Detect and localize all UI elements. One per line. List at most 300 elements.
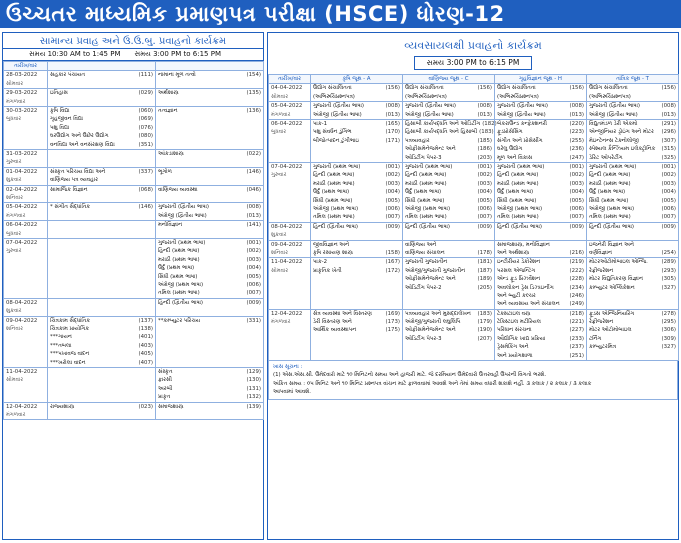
subject-name: અંગ્રેજી (પ્રથમ ભાષા)	[589, 205, 635, 212]
subject-code: (403)	[138, 342, 153, 349]
subject-name: * સંગીત સૈદ્ધાંતિક	[50, 204, 91, 211]
exam-day: સોમવાર	[6, 377, 23, 384]
date-header: તારીખ/વાર	[4, 62, 48, 71]
exam-date: 12-04-2022	[6, 403, 38, 410]
subject-line	[497, 284, 584, 292]
general-stream-panel	[2, 32, 264, 540]
subject-name: તમિલ (પ્રથમ ભાષા)	[497, 214, 539, 221]
date-cell	[269, 222, 311, 240]
subject-code: (309)	[661, 335, 676, 342]
subject-line	[589, 275, 676, 283]
subject-name: ગુજરાતી (પ્રથમ ભાષા)	[313, 163, 361, 170]
subject-code: (001)	[385, 163, 400, 170]
subject-name: ગુજરાતી (પ્રથમ ભાષા)	[158, 240, 206, 247]
subject-name: આર્થિક વ્યવસ્થાપન	[313, 327, 357, 334]
subject-name: સામાજિક વિજ્ઞાન	[50, 186, 88, 193]
subject-line	[158, 71, 261, 79]
exam-date: 01-04-2022	[6, 168, 38, 175]
subject-code: (009)	[569, 223, 584, 230]
subject-name: અંગ્રેજી (દ્વિતીય ભાષા)	[158, 212, 207, 219]
group-cell	[403, 120, 495, 163]
subject-line	[158, 264, 261, 272]
subject-line	[158, 212, 261, 220]
subject-line	[405, 102, 492, 110]
subject-name: મેઇન્ટેનન્સ ટેક્નોલોજી	[589, 137, 639, 144]
group-cell	[495, 162, 587, 222]
exam-day: મંગળવાર	[6, 98, 26, 105]
subject-line	[405, 205, 492, 213]
subject-code: (007)	[385, 214, 400, 221]
exam-day: શનિવાર	[6, 326, 23, 332]
subject-code: (009)	[661, 223, 676, 230]
subject-line	[405, 163, 492, 171]
subject-code: (006)	[569, 205, 584, 212]
subject-line	[405, 310, 492, 318]
subject-code: (315)	[661, 146, 676, 153]
subject-code: (008)	[246, 204, 261, 211]
subject-code: (009)	[385, 223, 400, 230]
date-cell	[269, 258, 311, 309]
subject-code	[582, 93, 584, 101]
general-schedule-body	[4, 71, 264, 420]
subject-code: (190)	[477, 327, 492, 334]
subject-code	[674, 241, 676, 249]
subject-code: (175)	[385, 327, 400, 334]
group-cell	[587, 102, 679, 120]
subject-line	[405, 335, 492, 343]
schedule-row	[4, 367, 264, 402]
subject-code: (005)	[385, 197, 400, 204]
subject-name: ઉર્દુ (પ્રથમ ભાષા)	[497, 189, 534, 196]
subject-line	[497, 318, 584, 326]
exam-day: શનિવાર	[271, 249, 288, 256]
subject-code: (173)	[385, 319, 400, 326]
group-cell	[587, 84, 679, 102]
subject-name: ગુજરાતી (દ્વિતીય ભાષા)	[405, 103, 456, 110]
subject-line	[405, 241, 492, 249]
subject-line	[313, 102, 400, 110]
subject-name: ગુજરાતી (દ્વિતીય ભાષા)	[497, 103, 548, 110]
exam-date: 31-03-2022	[6, 150, 38, 157]
date-cell	[4, 221, 48, 239]
subject-line	[497, 310, 584, 318]
subject-code: (022)	[246, 150, 261, 157]
vocational-stream-title: વ્યવસાયલક્ષી પ્રવાહનો કાર્યક્રમ	[404, 39, 542, 52]
subject-code: (007)	[661, 214, 676, 221]
schedule-row	[4, 185, 264, 203]
morning-cell	[48, 239, 156, 299]
subject-code: (187)	[477, 267, 492, 274]
date-cell	[4, 89, 48, 107]
subject-name: અરબી	[158, 385, 173, 392]
subject-name: હિન્દી (દ્વિતીય ભાષા)	[497, 223, 543, 230]
subject-name: (અભિરુચિપ્રશ્નપત્ર)	[497, 93, 539, 100]
subject-line	[405, 180, 492, 188]
exam-day: મંગળવાર	[6, 411, 26, 418]
subject-code: (154)	[246, 72, 261, 79]
subject-line	[405, 267, 492, 275]
subject-code: (327)	[661, 344, 676, 351]
subject-name: કમ્પ્યુટરમિત્ર	[589, 344, 617, 351]
subject-code: (001)	[569, 163, 584, 170]
subject-line	[50, 350, 153, 358]
note-line: (1) એસ.એસ.સી. ઉમેદવારો માટે ૧૦ મિનિટનો સમય અને હાજરી માટે. જે દરમિયાન ઉમેદવારો ઉત્તરવહી ઉપરની વિગતો ભરશે.	[273, 372, 547, 379]
exam-date: 06-04-2022	[271, 121, 303, 128]
note-line: અંકિત સમય : ૦૫ મિનિટ અને ૧૦ મિનિટ પ્રશ્નપત્ર વાંચન માટે ફાળવવામાં આવશે અને તેમાં સમય વધારી શકાશે નહીં. ૩ કલાક / ૨ કલાક / ૩ કલાક	[273, 380, 592, 387]
schedule-row	[269, 309, 679, 360]
subject-code: (007)	[477, 214, 492, 221]
subject-code: (013)	[477, 111, 492, 118]
subject-name: ઔદ્યોગિક ખાદ્ય પ્રક્રિયા	[497, 335, 546, 342]
subject-code: (001)	[246, 240, 261, 247]
subject-code: (227)	[569, 327, 584, 334]
subject-line	[50, 325, 153, 333]
subject-name: કમ્પ્યુટર એપ્લિકેશન	[589, 284, 635, 291]
subject-code: (146)	[246, 168, 261, 175]
subject-name: રેફ્રીજરેશન	[589, 319, 614, 326]
subject-name: સિંધી (પ્રથમ ભાષા)	[158, 273, 198, 280]
subject-code: (013)	[246, 212, 261, 219]
subject-code: (141)	[246, 222, 261, 229]
subject-name: મોટરઓટોમોબાઇલ એન્જિ.	[589, 259, 648, 266]
subject-code	[582, 241, 584, 249]
subject-name: હિસાબી કાર્યપદ્ધતિ અને હિસાબી	[405, 129, 478, 136]
subject-name: ટેક્સ્ટિઇલ મટીરિયલ	[497, 319, 541, 326]
subject-code: (001)	[661, 163, 676, 170]
exam-date: 05-04-2022	[6, 204, 38, 211]
subject-name: હિન્દી (પ્રથમ ભાષા)	[589, 172, 631, 179]
subject-code: (138)	[138, 325, 153, 332]
subject-code: (307)	[661, 137, 676, 144]
subject-name: પ્રાકૃતિક ખેતી	[313, 267, 342, 274]
subject-name: હિન્દી (પ્રથમ ભાષા)	[405, 172, 447, 179]
subject-code: (325)	[661, 154, 676, 161]
subject-line	[158, 299, 261, 307]
subject-code: (178)	[477, 249, 492, 256]
subject-name: તમિલ (પ્રથમ ભાષા)	[589, 214, 631, 221]
subject-line	[158, 376, 261, 384]
subject-line	[50, 317, 153, 325]
subject-name: કૃષિ વિદ્યા	[50, 108, 70, 115]
morning-cell	[48, 89, 156, 107]
exam-day: મંગળવાર	[6, 212, 26, 219]
subject-name: અંગ્રેજી (દ્વિતીય ભાષા)	[405, 111, 454, 118]
subject-line	[158, 317, 261, 325]
subject-line	[497, 137, 584, 145]
subject-line	[589, 84, 676, 92]
subject-line	[497, 180, 584, 188]
subject-name: મનોવિજ્ઞાન	[158, 222, 183, 229]
subject-line	[50, 89, 153, 97]
subject-name: ફારસી	[158, 377, 172, 384]
subject-code: (249)	[569, 301, 584, 308]
group-cell	[495, 258, 587, 309]
subject-name: ઇજનેરી વિજ્ઞાન અને	[589, 241, 634, 248]
subject-line	[497, 267, 584, 275]
subject-name: ચિત્રકામ સૈદ્ધાંતિક	[50, 317, 91, 324]
exam-date: 05-04-2022	[271, 103, 303, 110]
subject-code: (181)	[477, 259, 492, 266]
subject-line	[497, 326, 584, 334]
subject-name: હિન્દી (દ્વિતીય ભાષા)	[313, 223, 359, 230]
exam-date: 11-04-2022	[271, 259, 303, 266]
group-cell	[587, 258, 679, 309]
subject-code: (060)	[138, 108, 153, 115]
subject-code: (183)	[479, 129, 494, 136]
subject-line	[313, 318, 400, 326]
subject-line	[50, 115, 153, 123]
subject-line	[497, 249, 584, 257]
subject-code: (295)	[661, 319, 676, 326]
subject-code: (185)	[477, 137, 492, 144]
general-stream-title: સામાન્ય પ્રવાહ અને ઉ.ઉ.બુ. પ્રવાહનો કાર્યક્રમ	[39, 36, 227, 47]
subject-line	[497, 111, 584, 119]
subject-code: (156)	[477, 85, 492, 92]
subject-name: (અભિરુચિપ્રશ્નપત્ર)	[589, 93, 631, 100]
subject-line	[589, 343, 676, 351]
subject-name: ગૃહજીવન વિદ્યા	[50, 116, 83, 123]
exam-banner: ઉચ્ચતર માધ્યમિક પ્રમાણપત્ર પરીક્ષા (HSCE) ધોરણ-12	[0, 0, 681, 28]
subject-line	[589, 326, 676, 334]
subject-name: ઉર્દુ (પ્રથમ ભાષા)	[589, 189, 626, 196]
subject-line	[497, 102, 584, 110]
subject-name: ***પખાવજ વાદન	[50, 351, 90, 358]
exam-date: 11-04-2022	[6, 368, 38, 375]
exam-date: 28-03-2022	[6, 72, 38, 79]
subject-line	[589, 284, 676, 292]
subject-line	[158, 393, 261, 401]
schedule-row	[4, 239, 264, 299]
subject-code: (005)	[569, 197, 584, 204]
subject-code: (183)	[477, 310, 492, 317]
subject-code: (156)	[661, 85, 676, 92]
subject-name: રેફ્રીજરેશન	[589, 267, 614, 274]
subject-line	[589, 335, 676, 343]
group-cell	[495, 84, 587, 102]
exam-date: 09-04-2022	[271, 241, 303, 248]
vocational-schedule-body	[269, 84, 679, 361]
subject-line	[158, 289, 261, 297]
subject-code: (156)	[385, 85, 400, 92]
subject-code: (139)	[246, 403, 261, 410]
schedule-row	[269, 240, 679, 258]
group-cell	[403, 222, 495, 240]
subject-name: સંસ્કૃત	[158, 368, 173, 375]
subject-code: (068)	[138, 186, 153, 193]
subject-code: (407)	[138, 359, 153, 366]
subject-code: (186)	[477, 146, 492, 153]
subject-line	[50, 333, 153, 341]
subject-name: ઓડિટીંગ પેપર-2	[405, 284, 442, 291]
subject-code: (006)	[477, 205, 492, 212]
subject-name: સંસ્કૃત પરિચય વિદ્યા અને	[50, 168, 106, 175]
subject-line	[158, 150, 261, 158]
subject-line	[313, 310, 400, 318]
subject-code: (111)	[138, 72, 153, 79]
schedule-row	[4, 71, 264, 89]
evening-cell	[156, 402, 264, 420]
subject-code	[398, 241, 400, 249]
subject-code: (131)	[246, 385, 261, 392]
subject-name: અંગ્રેજી (દ્વિતીય ભાષા)	[313, 111, 362, 118]
subject-code: (013)	[569, 111, 584, 118]
subject-line	[158, 221, 261, 229]
morning-header	[48, 62, 156, 71]
subject-name: અંગ્રેજી (પ્રથમ ભાષા)	[158, 282, 204, 288]
subject-line	[589, 102, 676, 110]
subject-line	[313, 137, 400, 145]
group-cell	[311, 258, 403, 309]
subject-code: (003)	[246, 256, 261, 263]
subject-line	[50, 107, 153, 115]
subject-line	[497, 171, 584, 179]
subject-line	[405, 326, 492, 334]
exam-day: મંગળવાર	[271, 111, 291, 118]
subject-code: (007)	[569, 214, 584, 221]
schedule-row	[4, 221, 264, 239]
subject-code: (255)	[569, 137, 584, 144]
subject-line	[497, 213, 584, 221]
subject-line	[50, 132, 153, 140]
subject-code: (278)	[661, 310, 676, 317]
subject-code: (172)	[385, 267, 400, 274]
subject-line	[158, 368, 261, 376]
subject-name: વનવિદ્યા અને વનસંરક્ષણ વિદ્યા	[50, 141, 115, 148]
subject-line	[405, 275, 492, 283]
subject-line	[589, 249, 676, 257]
subject-code: (136)	[246, 108, 261, 115]
subject-code: (007)	[246, 290, 261, 297]
subject-line	[497, 197, 584, 205]
subject-code: (006)	[385, 205, 400, 212]
schedule-row	[4, 167, 264, 185]
evening-cell	[156, 298, 264, 316]
subject-code: (169)	[385, 310, 400, 317]
date-cell	[269, 240, 311, 258]
subject-code: (137)	[138, 317, 153, 324]
subject-code: (135)	[246, 90, 261, 97]
subject-line	[50, 168, 153, 176]
subject-name: ગુજરાતી (દ્વિતીય ભાષા)	[313, 103, 364, 110]
subject-line	[313, 241, 400, 249]
date-cell	[4, 167, 48, 185]
subject-name: ઇન્ટીરીયર ડેકોરેશન	[497, 259, 541, 266]
subject-line	[158, 247, 261, 255]
subject-code: (234)	[569, 284, 584, 291]
subject-name: (અભિરુચિપ્રશ્નપત્ર)	[405, 93, 447, 100]
subject-code: (003)	[477, 180, 492, 187]
subject-line	[589, 241, 676, 249]
subject-line	[589, 318, 676, 326]
subject-name: હિન્દી (પ્રથમ ભાષા)	[313, 172, 355, 179]
subject-code: (327)	[661, 284, 676, 291]
subject-line	[405, 188, 492, 196]
subject-line	[497, 163, 584, 171]
date-cell	[4, 203, 48, 221]
evening-cell	[156, 239, 264, 299]
subject-code: (004)	[385, 189, 400, 196]
subject-name: તમિલ (પ્રથમ ભાષા)	[405, 214, 447, 221]
morning-cell	[48, 298, 156, 316]
schedule-row	[4, 203, 264, 221]
subject-line	[50, 403, 153, 411]
subject-name: મૂળ અને વિકાસ	[497, 154, 533, 161]
subject-line	[158, 107, 261, 115]
subject-code: (156)	[569, 85, 584, 92]
group-cell	[311, 102, 403, 120]
subject-line	[497, 154, 584, 162]
subject-line	[50, 342, 153, 350]
morning-time: સમય 10:30 AM to 1:45 PM	[29, 50, 121, 58]
subject-line	[497, 188, 584, 196]
subject-code: (008)	[661, 103, 676, 110]
morning-cell	[48, 149, 156, 167]
exam-day: શુક્રવાર	[6, 177, 22, 184]
subject-name: સિંધી (પ્રથમ ભાષા)	[405, 197, 445, 204]
date-cell	[269, 120, 311, 163]
vocational-time: સમય 3:00 PM to 6:15 PM	[414, 56, 532, 70]
group-cell	[403, 240, 495, 258]
subject-line	[405, 93, 492, 101]
morning-cell	[48, 221, 156, 239]
exam-day: શુક્રવાર	[271, 232, 287, 239]
subject-code: (401)	[138, 334, 153, 341]
subject-line	[158, 281, 261, 289]
subject-code: (179)	[477, 319, 492, 326]
subject-line	[405, 84, 492, 92]
subject-line	[589, 205, 676, 213]
date-cell	[269, 162, 311, 222]
subject-line	[313, 84, 400, 92]
subject-code	[490, 241, 492, 249]
subject-line	[589, 120, 676, 128]
group-header: વાણિજ્ય જૂથ - C	[403, 75, 495, 84]
exam-day: શનિવાર	[6, 195, 23, 202]
subject-name: મરાઠી (પ્રથમ ભાષા)	[589, 180, 631, 187]
schedule-row	[269, 102, 679, 120]
subject-code: (076)	[138, 124, 153, 131]
subject-code: (146)	[138, 204, 153, 211]
subject-name: અંગ્રેજી (પ્રથમ ભાષા)	[405, 205, 451, 212]
exam-date: 30-03-2022	[6, 108, 38, 115]
date-cell	[269, 102, 311, 120]
group-cell	[495, 222, 587, 240]
subject-line	[497, 352, 584, 360]
subject-name: વિદ્યુતમંડળ ડેરી એકમો	[589, 121, 638, 128]
subject-line	[405, 284, 492, 292]
subject-name: ગુજરાતી (પ્રથમ ભાષા)	[497, 163, 545, 170]
subject-code: (029)	[138, 90, 153, 97]
subject-code: (289)	[661, 259, 676, 266]
subject-name: ઉદ્યોગ સંચાલિતતા	[313, 85, 352, 92]
exam-date: 09-04-2022	[6, 317, 38, 324]
evening-cell	[156, 185, 264, 203]
subject-code: (165)	[385, 121, 400, 128]
subject-line	[589, 111, 676, 119]
note-line: આપવામાં આવશે.	[273, 389, 311, 396]
evening-cell	[156, 367, 264, 402]
subject-name: તત્વજ્ઞાન	[158, 108, 178, 115]
subject-line	[405, 137, 492, 145]
subject-line	[158, 186, 261, 194]
subject-name: રાજ્યશાસ્ત્ર	[50, 403, 75, 410]
subject-code: (009)	[246, 299, 261, 306]
evening-cell	[156, 221, 264, 239]
subject-line	[405, 249, 492, 257]
group-cell	[495, 102, 587, 120]
vocational-schedule-table	[268, 74, 679, 361]
subject-code: (008)	[385, 103, 400, 110]
